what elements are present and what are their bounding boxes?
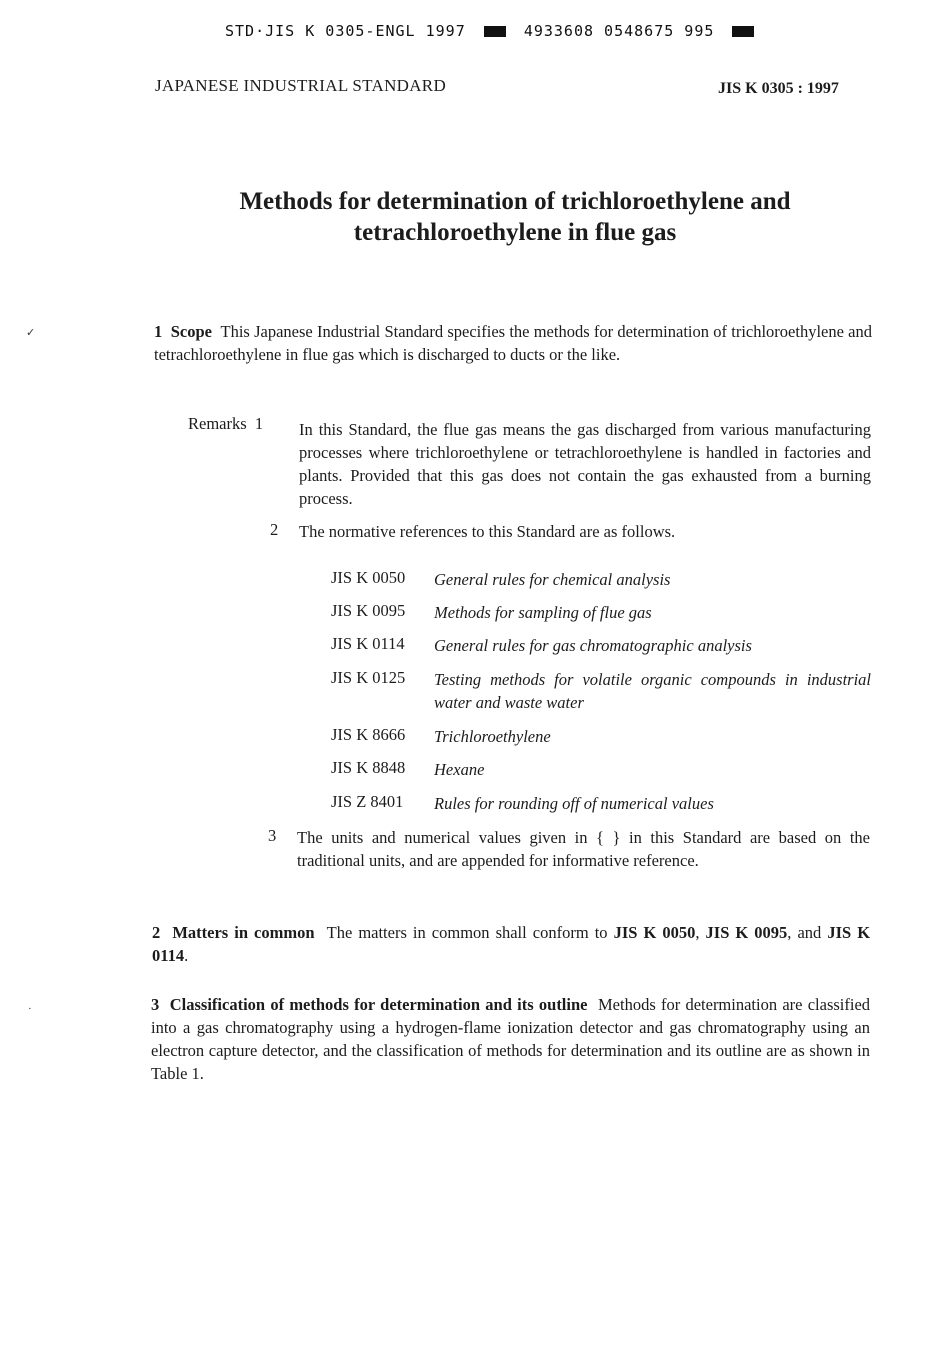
reference-code: JIS Z 8401: [331, 792, 404, 811]
remarks-label: [188, 414, 263, 434]
section-1-body: This Japanese Industrial Standard specifies the methods for determination of trichloroethylene and tetrachloroethylene in flue gas which is discharged to ducts or the like.: [154, 322, 873, 364]
section-1-number: 1: [154, 322, 163, 341]
redaction-block: [732, 26, 754, 37]
reference-title: Testing methods for volatile organic compounds in industrial water and waste water: [434, 670, 871, 712]
section-1-scope: [154, 320, 872, 366]
reference-title: Trichloroethylene: [434, 727, 551, 746]
header-standard-name: JAPANESE INDUSTRIAL STANDARD: [155, 76, 447, 95]
reference-code: JIS K 0095: [331, 601, 406, 620]
reference-code: JIS K 0114: [331, 634, 405, 653]
header-standard-number: JIS K 0305 : 1997: [718, 80, 839, 97]
section-1-heading: Scope: [170, 322, 212, 341]
remark-1-number: 1: [254, 414, 264, 433]
section-2-body-prefix: The matters in common shall conform to: [326, 923, 608, 942]
page-title: [150, 186, 880, 248]
reference-title: Methods for sampling of flue gas: [434, 603, 652, 622]
reference-title: General rules for gas chromatographic analysis: [434, 636, 752, 655]
section-2-ref-3: JIS K 0114: [152, 923, 871, 965]
scan-mark: ·: [28, 1003, 32, 1015]
reference-title: Rules for rounding off of numerical values: [434, 794, 714, 813]
remark-3-number: 3: [268, 826, 277, 845]
remarks-label-text: Remarks: [188, 414, 247, 433]
reference-title: General rules for chemical analysis: [434, 570, 671, 589]
section-3-heading: Classification of methods for determination and its outline: [169, 995, 588, 1014]
reference-code: JIS K 8848: [331, 758, 406, 777]
section-3-number: 3: [151, 995, 160, 1014]
reference-code: JIS K 8666: [331, 725, 406, 744]
section-2-ref-2: JIS K 0095: [705, 923, 788, 942]
reference-code: JIS K 0050: [331, 568, 406, 587]
section-2-ref-1: JIS K 0050: [613, 923, 696, 942]
title-line-1: Methods for determination of trichloroethylene and: [239, 188, 791, 215]
redaction-block: [484, 26, 506, 37]
section-3-classification: [151, 993, 870, 1085]
document-serial: 4933608 0548675 995: [523, 22, 715, 40]
remark-3-text: The units and numerical values given in { } in this Standard are based on the traditional units, and are appended for informative reference.: [297, 828, 870, 870]
remark-2-number: 2: [270, 520, 279, 539]
document-id-strip: [225, 22, 762, 40]
title-line-2: tetrachloroethylene in flue gas: [353, 219, 677, 246]
document-code: STD·JIS K 0305-ENGL 1997: [225, 22, 466, 40]
section-2-matters-in-common: 2 Matters in common The matters in common shall conform to JIS K 0050, JIS K 0095, and JIS K 0114.: [152, 923, 871, 965]
reference-title: Hexane: [434, 760, 485, 779]
scan-mark: ✓: [26, 327, 36, 339]
remark-1-text: In this Standard, the flue gas means the gas discharged from various manufacturing processes where trichloroethylene or tetrachloroethylene is handled in factories and plants. Provided that this gas does not contain the gas exhausted from a burning process.: [299, 420, 871, 508]
section-2-heading: Matters in common: [172, 923, 315, 942]
section-2-and: and: [797, 923, 822, 942]
reference-code: JIS K 0125: [331, 668, 406, 687]
remark-2-text: The normative references to this Standard are as follows.: [299, 522, 676, 541]
section-2-number: 2: [152, 923, 161, 942]
section-3-body: Methods for determination are classified into a gas chromatography using a hydrogen-flame ionization detector and gas chromatography using an electron capture detector, and the classification of methods for determination and its outline are as shown in Table 1.: [151, 995, 871, 1083]
